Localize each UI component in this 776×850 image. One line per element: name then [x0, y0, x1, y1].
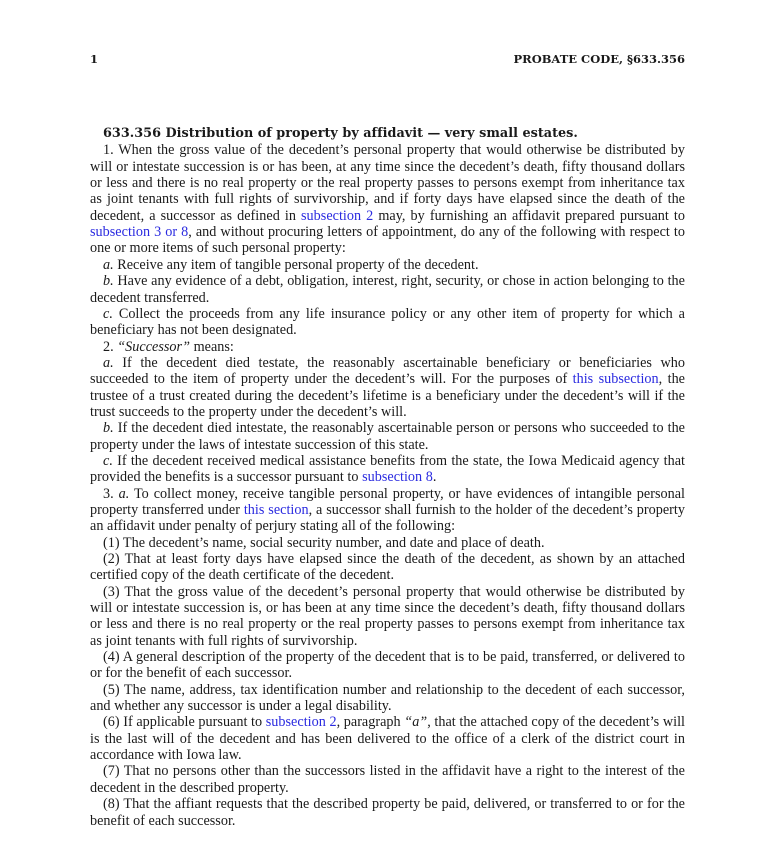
- p3-text-end: , a successor shall furnish to the holder of the decedent’s property an affidavit under penalty of perjury stating all of the following:: [90, 501, 685, 535]
- item-1: (1) The decedent’s name, social security number, and date and place of death.: [103, 534, 545, 551]
- paragraph-2a: [90, 355, 685, 420]
- para-marker: a.: [103, 256, 114, 273]
- p1b-text: Have any evidence of a debt, obligation, interest, right, security, or chose in action belonging to the decedent transferred.: [90, 273, 685, 306]
- item-7: (7) That no persons other than the successors listed in the affidavit have a right to the interest of the decedent in the described property.: [90, 763, 685, 796]
- paragraph-1c: [90, 306, 685, 339]
- item-6-text: (6) If applicable pursuant to: [103, 714, 266, 731]
- item-8: (8) That the affiant requests that the described property be paid, delivered, or transferred to or for the benefit of each successor.: [90, 796, 685, 829]
- para-marker: b.: [103, 273, 114, 290]
- item-6-text-end: , that the attached copy of the decedent’s will is the last will of the decedent and has been delivered to the office of a clerk of the district court in accordance with Iowa law.: [90, 714, 685, 764]
- para-number: 2.: [103, 338, 118, 355]
- item-5: (5) The name, address, tax identification number and relationship to the decedent of each successor, and whether any successor is under a legal disability.: [90, 681, 685, 715]
- paragraph-2: [90, 339, 685, 355]
- para-marker: a.: [118, 485, 130, 502]
- link-subsection-2[interactable]: subsection 2: [301, 207, 374, 224]
- p1-text-end: , and without procuring letters of appointment, do any of the following with respect to one or more items of such personal property:: [90, 224, 685, 257]
- paragraph-3a: [90, 486, 685, 535]
- p2c-text-end: .: [432, 469, 437, 486]
- paragraph-1: [90, 142, 685, 256]
- link-subsection-8[interactable]: subsection 8: [362, 469, 433, 486]
- p1c-text: Collect the proceeds from any life insurance policy or any other item of property for which a beneficiary has not been designated.: [90, 305, 685, 339]
- code-reference: PROBATE CODE, §633.356: [513, 52, 685, 66]
- link-subsection-3-or-8[interactable]: subsection 3 or 8: [90, 224, 189, 241]
- p1-text-mid: may, by furnishing an affidavit prepared pursuant to: [373, 207, 685, 224]
- paragraph-2b: [90, 420, 685, 453]
- link-subsection-2-item6[interactable]: subsection 2: [265, 714, 337, 731]
- para-marker: c.: [103, 452, 113, 469]
- paragraph-1b: [90, 273, 685, 306]
- para-marker: c.: [103, 305, 113, 322]
- page-header: [90, 52, 685, 66]
- para-marker: a.: [103, 354, 114, 371]
- p2b-text: If the decedent died intestate, the reasonably ascertainable person or persons who succeeded to the property under the laws of intestate succession of this state.: [90, 420, 685, 453]
- item-6: [90, 714, 685, 763]
- paragraph-1a: [90, 257, 685, 273]
- p2-text: means:: [190, 338, 234, 355]
- page-number: 1: [90, 52, 99, 66]
- p2a-text: If the decedent died testate, the reasonably ascertainable beneficiary or beneficiaries who succeeded to the item of property under the decedent’s will. For the purposes of: [90, 354, 685, 388]
- p1-text: 1. When the gross value of the decedent’s personal property that would otherwise be distributed by will or intestate succession is or has been, at any time since the decedent’s death, fifty thousand dollars or less and there is no real property or the real property passes to persons exempt from inheritance tax as joint tenants with full rights of survivorship, and if forty days have elapsed since the death of the decedent, a successor as defined in: [90, 142, 685, 224]
- para-marker: b.: [103, 420, 114, 437]
- para-number: 3.: [103, 485, 119, 502]
- p2c-text: If the decedent received medical assistance benefits from the state, the Iowa Medicaid agency that provided the benefits is a successor pursuant to: [90, 452, 685, 486]
- section-title: 633.356 Distribution of property by affidavit — very small estates.: [103, 126, 578, 141]
- p2a-text-end: , the trustee of a trust created during the decedent’s lifetime is a beneficiary under the decedent’s will if the trust succeeds to the property under the decedent’s will.: [90, 371, 685, 420]
- paragraph-ref: “a”: [404, 714, 428, 731]
- paragraph-2c: [90, 453, 685, 486]
- item-6-text-mid: , paragraph: [336, 714, 405, 731]
- statute-body: [90, 126, 685, 829]
- defined-term: “Successor”: [117, 338, 190, 355]
- link-this-section[interactable]: this section: [243, 501, 309, 518]
- item-3: (3) That the gross value of the decedent’s personal property that would otherwise be distributed by will or intestate succession is, or has been at any time since the decedent’s death, fifty thousand dollars or less and there is no real property or the real property passes to persons exempt from inheritance tax as joint tenants with full rights of survivorship.: [90, 583, 685, 649]
- p1a-text: Receive any item of tangible personal property of the decedent.: [113, 256, 479, 273]
- p3-text: To collect money, receive tangible personal property, or have evidences of intangible personal property transferred under: [90, 485, 686, 518]
- item-2: (2) That at least forty days have elapsed since the death of the decedent, as shown by an attached certified copy of the death certificate of the decedent.: [90, 551, 685, 584]
- link-this-subsection[interactable]: this subsection: [572, 371, 659, 388]
- item-4: (4) A general description of the property of the decedent that is to be paid, transferred, or delivered to or for the benefit of each successor.: [90, 649, 685, 682]
